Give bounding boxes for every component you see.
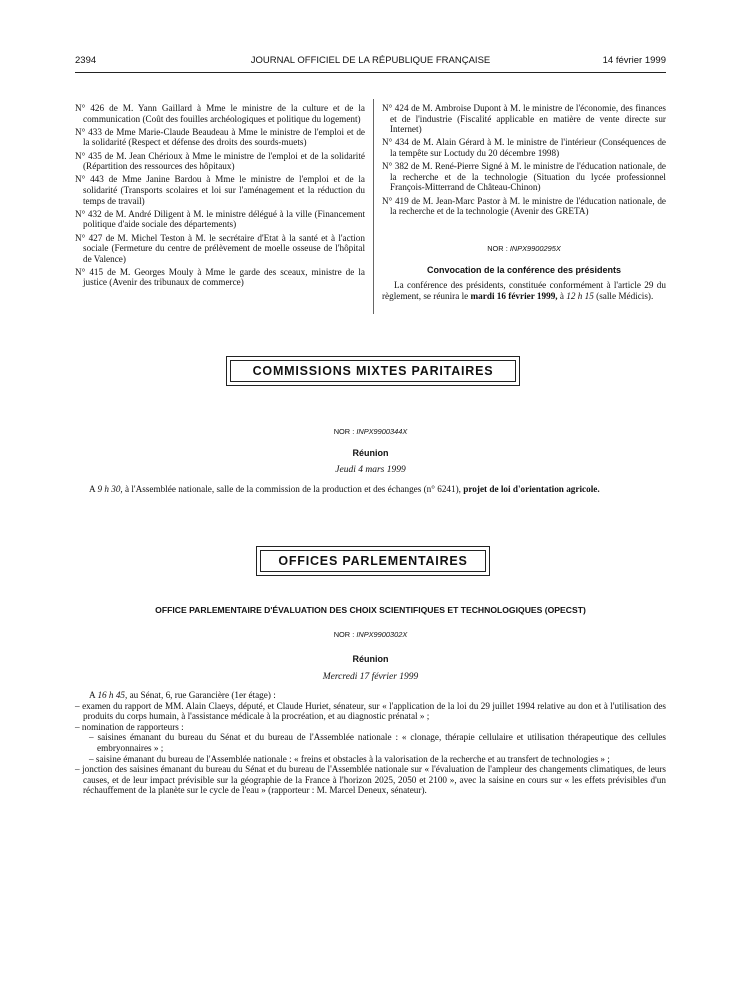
- nor-code: INPX9900344X: [356, 427, 408, 436]
- agenda-item: – examen du rapport de MM. Alain Claeys, député, et Claude Huriet, sénateur, sur « l'application de la loi du 29 juillet 1994 relative au don et à l'utilisation des produits du corps humain, à l'assistance médicale à la procréation, et au diagnostic prénatal » ;: [75, 700, 666, 722]
- question-item: N° 427 de M. Michel Teston à M. le secrétaire d'Etat à la santé et à l'action sociale (Fermeture du centre de prélèvement de moelle osseuse de l'hôpital de Valence): [75, 232, 365, 264]
- question-item: N° 435 de M. Jean Chérioux à Mme le ministre de l'emploi et de la solidarité (Répartition des ressources des hôpitaux): [75, 150, 365, 172]
- op-heading: Réunion: [352, 654, 389, 664]
- agenda-subitem: – saisines émanant du bureau du Sénat et du bureau de l'Assemblée nationale : « clonage, thérapie cellulaire et utilisation thérapeutique des cellules embryonnaires » ;: [89, 732, 666, 753]
- question-item: N° 415 de M. Georges Mouly à Mme le garde des sceaux, ministre de la justice (Avenir des tribunaux de commerce): [75, 266, 365, 288]
- questions-left-column: [75, 103, 365, 291]
- question-item: N° 419 de M. Jean-Marc Pastor à M. le ministre de l'éducation nationale, de la recherche et de la technologie (Avenir des GRETA): [382, 195, 666, 217]
- question-item: N° 443 de Mme Janine Bardou à Mme le ministre de l'emploi et de la solidarité (Transports scolaires et loi sur l'aménagement et la réduction du temps de travail): [75, 174, 365, 206]
- section-title-cmp: COMMISSIONS MIXTES PARITAIRES: [230, 360, 516, 382]
- cmp-date: Jeudi 4 mars 1999: [335, 465, 406, 475]
- op-date: Mercredi 17 février 1999: [322, 672, 419, 682]
- header-rule: [75, 72, 666, 73]
- questions-right-column: [382, 103, 666, 219]
- question-item: N° 382 de M. René-Pierre Signé à M. le ministre de l'éducation nationale, de la recherche et de la technologie (Situation du lycée professionnel François-Mitterrand de Château-Chinon): [382, 161, 666, 193]
- nor-code: INPX9900302X: [356, 630, 408, 639]
- nor-label: NOR :: [333, 630, 355, 639]
- nor-label: NOR :: [333, 427, 355, 436]
- section-box-cmp: [226, 356, 520, 386]
- agenda-item: – nomination de rapporteurs :: [75, 721, 184, 732]
- question-item: N° 434 de M. Alain Gérard à M. le ministre de l'intérieur (Conséquences de la tempête sur Loctudy du 20 décembre 1998): [382, 137, 666, 158]
- agenda-intro: A 16 h 45, au Sénat, 6, rue Garancière (1er étage) :: [89, 690, 276, 700]
- cmp-nor: [75, 427, 666, 436]
- op-nor: [75, 630, 666, 639]
- cmp-text: A 9 h 30, à l'Assemblée nationale, salle de la commission de la production et des échanges (n° 6241), projet de loi d'orientation agricole.: [89, 484, 600, 494]
- op-agenda: [75, 690, 666, 796]
- convocation-nor: [382, 244, 666, 253]
- convocation-title: Convocation de la conférence des présidents: [426, 265, 622, 275]
- question-item: N° 424 de M. Ambroise Dupont à M. le ministre de l'économie, des finances et de l'industrie (Fiscalité applicable en matière de vente directe sur Internet): [382, 103, 666, 135]
- column-divider: [373, 99, 374, 314]
- question-item: N° 432 de M. André Diligent à M. le ministre délégué à la ville (Financement politique d'aide sociale des départements): [75, 208, 365, 230]
- convocation-text: La conférence des présidents, constituée conformément à l'article 29 du règlement, se réunira le mardi 16 février 1999, à 12 h 15 (salle Médicis).: [382, 280, 666, 301]
- cmp-bill: projet de loi d'orientation agricole.: [463, 484, 600, 494]
- section-box-offices: [256, 546, 490, 576]
- question-item: N° 433 de Mme Marie-Claude Beaudeau à Mme le ministre de l'emploi et de la solidarité (Respect et défense des droits des sourds-muets): [75, 126, 365, 148]
- office-title: OFFICE PARLEMENTAIRE D'ÉVALUATION DES CHOIX SCIENTIFIQUES ET TECHNOLOGIQUES (OPECST): [155, 605, 586, 615]
- page-header: [75, 55, 666, 69]
- convocation-time: 12 h 15: [566, 290, 594, 301]
- journal-title: JOURNAL OFFICIEL DE LA RÉPUBLIQUE FRANÇAISE: [250, 55, 491, 66]
- nor-code: INPX9900295X: [509, 244, 561, 253]
- cmp-heading: Réunion: [352, 448, 389, 458]
- section-title-offices: OFFICES PARLEMENTAIRES: [260, 550, 486, 572]
- agenda-item: – jonction des saisines émanant du bureau du Sénat et du bureau de l'Assemblée nationale sur « l'évaluation de l'ampleur des changements climatiques, de leurs causes, et de leur impact prévisible sur la géographie de la France à l'horizon 2025, 2050 et 2100 », avec la saisine en cours sur « les effets prévisibles d'un réchauffement de la planète sur le cycle de l'eau » (rapporteur : M. Marcel Deneux, sénateur).: [75, 764, 666, 796]
- page-number: 2394: [75, 55, 97, 66]
- agenda-time: 16 h 45,: [97, 690, 128, 700]
- question-item: N° 426 de M. Yann Gaillard à Mme le ministre de la culture et de la communication (Coût des fouilles archéologiques et politique du logement): [75, 103, 365, 124]
- nor-label: NOR :: [487, 244, 508, 253]
- issue-date: 14 février 1999: [602, 55, 666, 66]
- convocation-date: mardi 16 février 1999,: [470, 290, 558, 301]
- cmp-time: 9 h 30,: [97, 484, 123, 494]
- agenda-subitem: – saisine émanant du bureau de l'Assemblée nationale : « freins et obstacles à la valorisation de la recherche et au transfert de technologies » ;: [89, 753, 610, 764]
